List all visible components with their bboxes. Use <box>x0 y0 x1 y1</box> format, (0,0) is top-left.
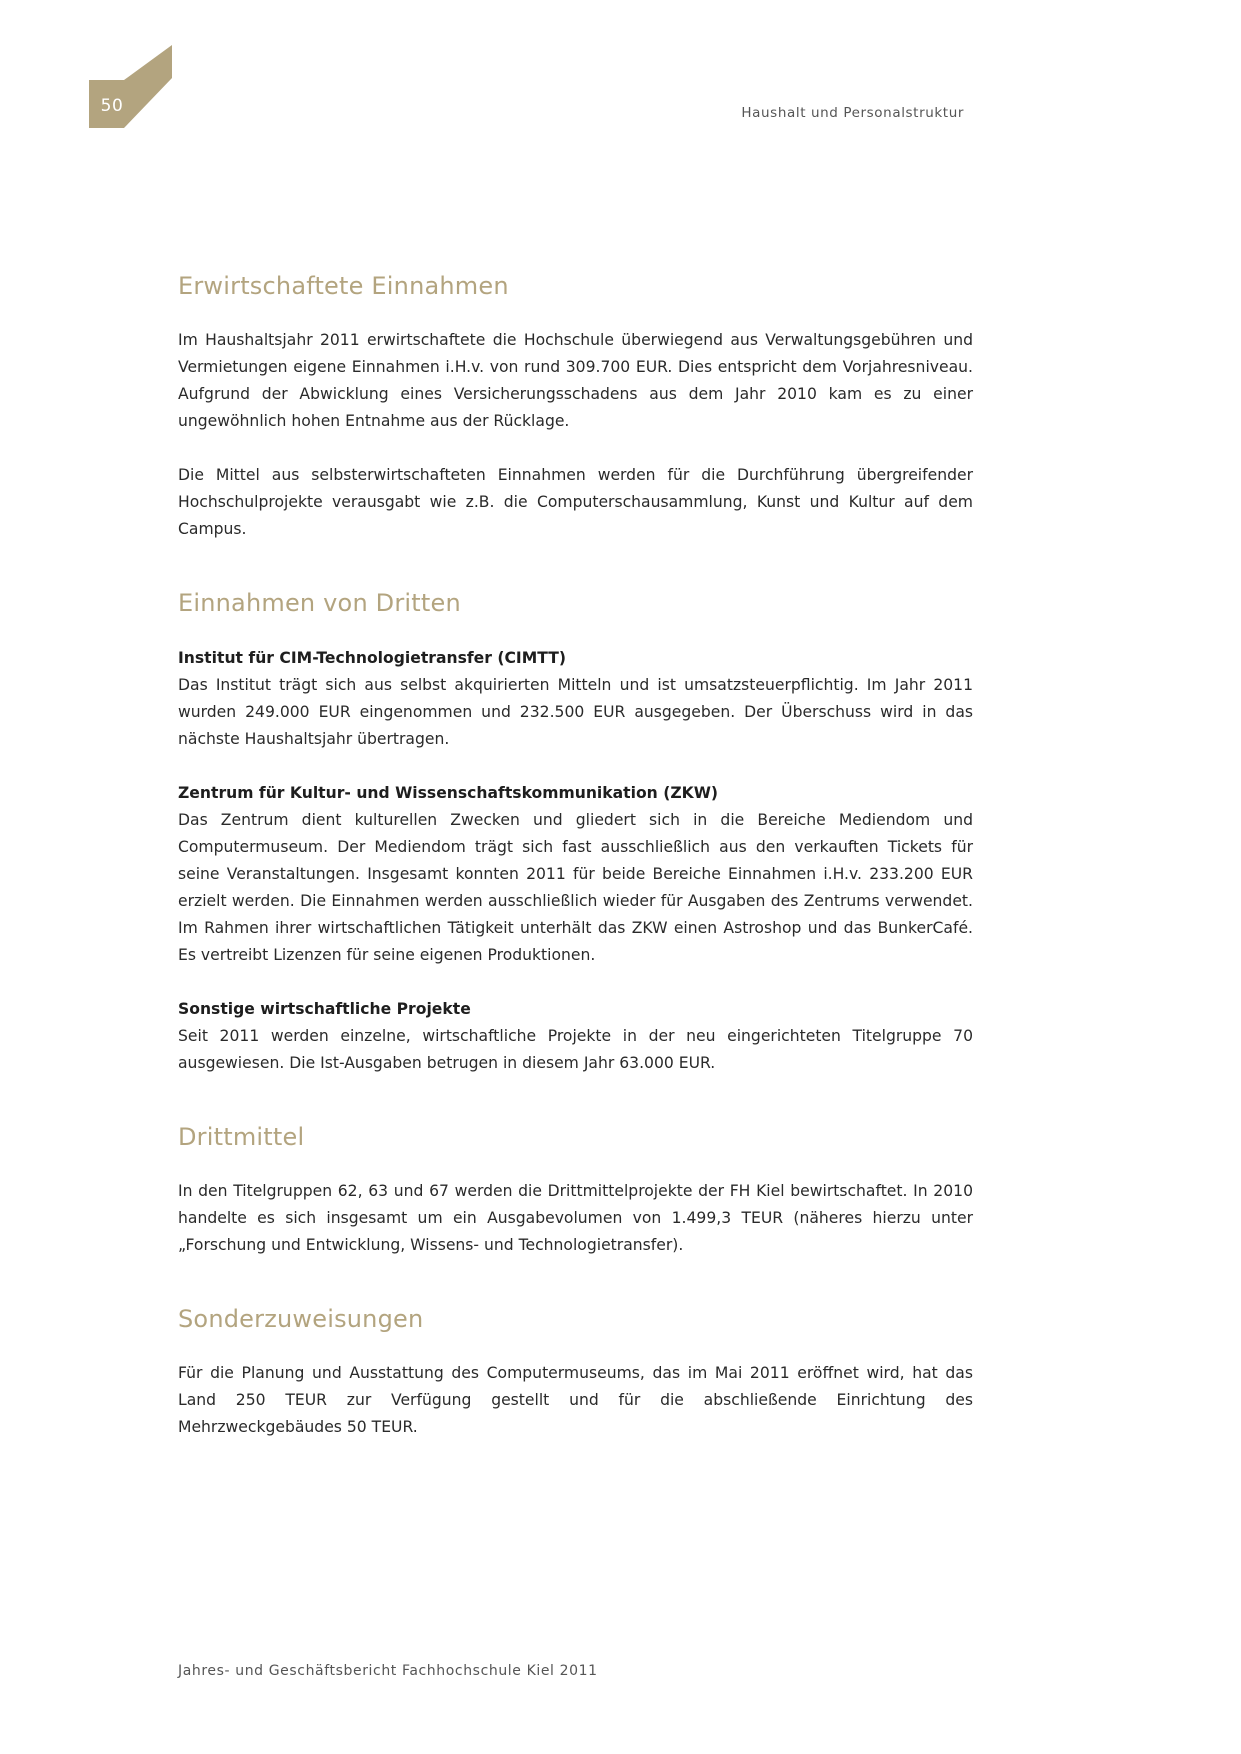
paragraph-drittmittel: In den Titelgruppen 62, 63 und 67 werden die Drittmittelprojekte der FH Kiel bewirtschaftet. In 2010 handelte es sich insgesamt um ein Ausgabevolumen von 1.499,3 TEUR (näheres hierzu unter „Forschung und Entwicklung, Wissens- und Technologietransfer). <box>178 1182 973 1254</box>
paragraph-cimtt: Das Institut trägt sich aus selbst akquirierten Mitteln und ist umsatzsteuerpflichtig. Im Jahr 2011 wurden 249.000 EUR eingenommen und 232.500 EUR ausgegeben. Der Überschuss wird in das nächste Haushaltsjahr übertragen. <box>178 676 973 748</box>
paragraph-erwirtschaftete-2: Die Mittel aus selbsterwirtschafteten Einnahmen werden für die Durchführung übergreifender Hochschulprojekte verausgabt wie z.B. die Computerschausammlung, Kunst und Kultur auf dem Campus. <box>178 466 973 538</box>
paragraph-zkw: Das Zentrum dient kulturellen Zwecken und gliedert sich in die Bereiche Mediendom und Computermuseum. Der Mediendom trägt sich fast ausschließlich aus den verkauften Tickets für seine Veranstaltungen. Insgesamt konnten 2011 für beide Bereiche Einnahmen i.H.v. 233.200 EUR erzielt werden. Die Einnahmen werden ausschließlich wieder für Ausgaben des Zentrums verwendet. Im Rahmen ihrer wirtschaftlichen Tätigkeit unterhält das ZKW einen Astroshop und das BunkerCafé. Es vertreibt Lizenzen für seine eigenen Produktionen. <box>178 811 973 964</box>
subheading-cimtt: Institut für CIM-Technologietransfer (CIMTT) <box>178 649 566 667</box>
paragraph-erwirtschaftete-1: Im Haushaltsjahr 2011 erwirtschaftete die Hochschule überwiegend aus Verwaltungsgebühren und Vermietungen eigene Einnahmen i.H.v. von rund 309.700 EUR. Dies entspricht dem Vorjahresniveau. Aufgrund der Abwicklung eines Versicherungsschadens aus dem Jahr 2010 kam es zu einer ungewöhnlich hohen Entnahme aus der Rücklage. <box>178 331 973 430</box>
running-header: Haushalt und Personalstruktur <box>741 105 964 121</box>
page-number: 50 <box>100 96 124 116</box>
main-content <box>178 272 973 1441</box>
heading-sonderzuweisungen: Sonderzuweisungen <box>178 1305 424 1333</box>
heading-einnahmen-von-dritten: Einnahmen von Dritten <box>178 589 461 617</box>
heading-erwirtschaftete-einnahmen: Erwirtschaftete Einnahmen <box>178 272 509 300</box>
subheading-zkw: Zentrum für Kultur- und Wissenschaftskommunikation (ZKW) <box>178 784 719 802</box>
heading-drittmittel: Drittmittel <box>178 1123 305 1151</box>
subheading-sonstige-projekte: Sonstige wirtschaftliche Projekte <box>178 1000 471 1018</box>
page-footer: Jahres- und Geschäftsbericht Fachhochschule Kiel 2011 <box>178 1663 598 1679</box>
paragraph-sonderzuweisungen: Für die Planung und Ausstattung des Computermuseums, das im Mai 2011 eröffnet wird, hat das Land 250 TEUR zur Verfügung gestellt und für die abschließende Einrichtung des Mehrzweckgebäudes 50 TEUR. <box>178 1364 973 1436</box>
paragraph-sonstige-projekte: Seit 2011 werden einzelne, wirtschaftliche Projekte in der neu eingerichteten Titelgruppe 70 ausgewiesen. Die Ist-Ausgaben betrugen in diesem Jahr 63.000 EUR. <box>178 1027 973 1072</box>
